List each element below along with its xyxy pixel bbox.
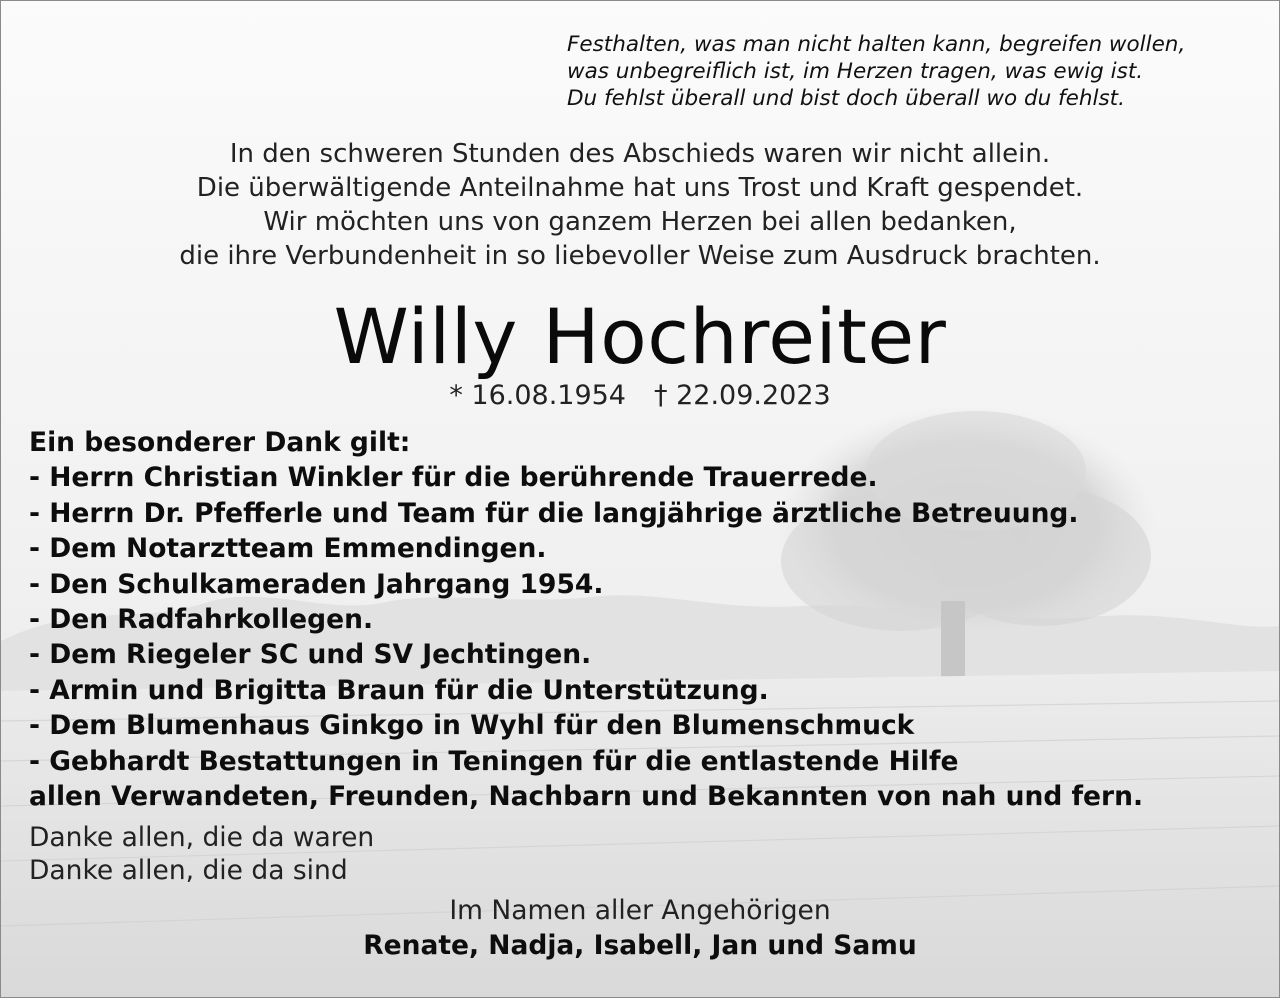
closing-text: [29, 821, 629, 887]
intro-line: Die überwältigende Anteilnahme hat uns Trost und Kraft gespendet.: [196, 173, 1084, 203]
birth-date: * 16.08.1954: [449, 380, 626, 411]
thanks-item: - Herrn Christian Winkler für die berührende Trauerrede.: [29, 462, 878, 494]
deceased-name: Willy Hochreiter: [333, 292, 947, 381]
signature-names: Renate, Nadja, Isabell, Jan und Samu: [363, 930, 917, 961]
thanks-item: - Den Radfahrkollegen.: [29, 604, 374, 636]
thanks-heading: Ein besonderer Dank gilt:: [29, 427, 411, 458]
thanks-item: - Den Schulkameraden Jahrgang 1954.: [29, 568, 604, 600]
thanks-item: - Gebhardt Bestattungen in Teningen für die entlastende Hilfe: [29, 745, 959, 777]
intro-line: In den schweren Stunden des Abschieds waren wir nicht allein.: [229, 139, 1051, 169]
closing-line: Danke allen, die da sind: [29, 855, 348, 886]
thanks-list: [29, 425, 1259, 814]
signature-block: [1, 893, 1279, 963]
thanks-closing-line: allen Verwandeten, Freunden, Nachbarn und Bekannten von nah und fern.: [29, 781, 1144, 813]
thanks-item: - Dem Blumenhaus Ginkgo in Wyhl für den Blumenschmuck: [29, 710, 915, 742]
quote-line: was unbegreiflich ist, im Herzen tragen, was ewig ist.: [567, 59, 1144, 84]
signature-intro: Im Namen aller Angehörigen: [449, 895, 831, 926]
thanks-item: - Dem Notarztteam Emmendingen.: [29, 533, 547, 565]
intro-line: Wir möchten uns von ganzem Herzen bei allen bedanken,: [263, 207, 1017, 237]
life-dates: [1, 379, 1279, 413]
thanks-item: - Herrn Dr. Pfefferle und Team für die langjährige ärztliche Betreuung.: [29, 497, 1079, 529]
opening-quote: [567, 31, 1267, 112]
quote-line: Du fehlst überall und bist doch überall wo du fehlst.: [567, 86, 1125, 111]
thanks-item: - Dem Riegeler SC und SV Jechtingen.: [29, 639, 592, 671]
closing-line: Danke allen, die da waren: [29, 822, 375, 853]
intro-line: die ihre Verbundenheit in so liebevoller Weise zum Ausdruck brachten.: [179, 241, 1101, 271]
death-date: † 22.09.2023: [654, 380, 831, 411]
thanks-item: - Armin und Brigitta Braun für die Unterstützung.: [29, 674, 769, 706]
quote-line: Festhalten, was man nicht halten kann, begreifen wollen,: [567, 32, 1186, 57]
intro-text: [1, 137, 1279, 273]
